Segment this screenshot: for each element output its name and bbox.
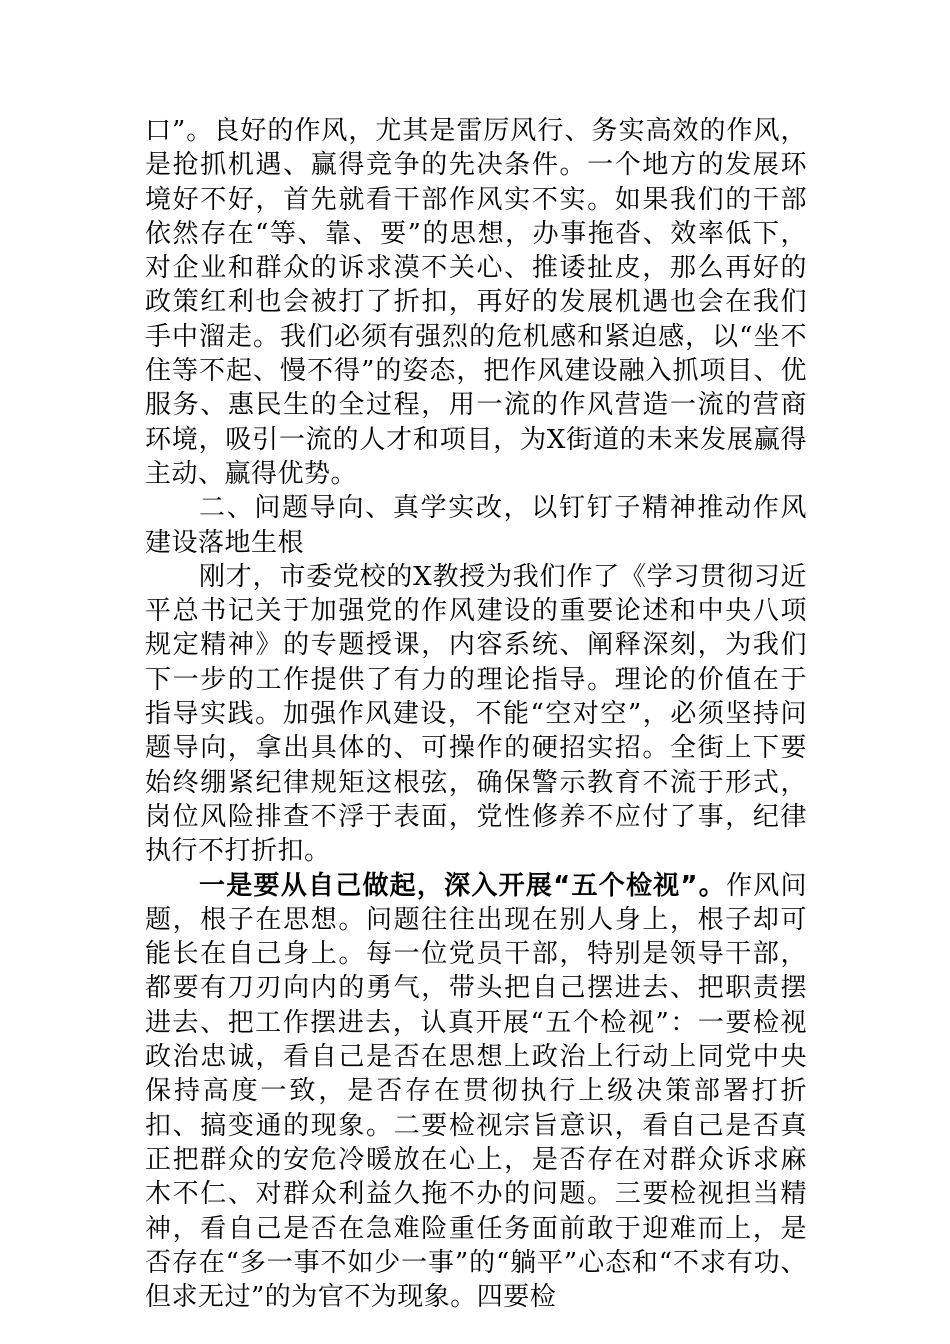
point-one-body: 作风问题，根子在思想。问题往往出现在别人身上，根子却可能长在自己身上。每一位党员干部，特别是领导干部，都要有刀刃向内的勇气，带头把自己摆进去、把职责摆进去、把工作摆进去，认真开展“五个检视”：一要检视政治忠诚，看自己是否在思想上政治上行动上同党中央保持高度一致，是否存在贯彻执行上级决策部署打折扣、搞变通的现象。二要检视宗旨意识，看自己是否真正把群众的安危冷暖放在心上，是否存在对群众诉求麻木不仁、对群众利益久拖不办的问题。三要检视担当精神，看自己是否在急难险重任务面前敢于迎难而上，是否存在“多一事不如少一事”的“躺平”心态和“不求有功、但求无过”的为官不为现象。四要检 xyxy=(145,870,807,1313)
paragraph-point-one xyxy=(145,869,807,1315)
point-one-lead: 一是要从自己做起，深入开展“五个检视”。 xyxy=(199,870,726,901)
document-body xyxy=(145,114,807,1314)
paragraph-intro: 口”。良好的作风，尤其是雷厉风行、务实高效的作风，是抢抓机遇、赢得竞争的先决条件。一个地方的发展环境好不好，首先就看干部作风实不实。如果我们的干部依然存在“等、靠、要”的思想，办事拖沓、效率低下，对企业和群众的诉求漠不关心、推诿扯皮，那么再好的政策红利也会被打了折扣，再好的发展机遇也会在我们手中溜走。我们必须有强烈的危机感和紧迫感，以“坐不住等不起、慢不得”的姿态，把作风建设融入抓项目、优服务、惠民生的全过程，用一流的作风营造一流的营商环境，吸引一流的人才和项目，为X街道的未来发展赢得主动、赢得优势。 xyxy=(145,116,807,489)
section-heading: 二、问题导向、真学实改，以钉钉子精神推动作风建设落地生根 xyxy=(145,493,807,558)
paragraph-lecture: 刚才，市委党校的X教授为我们作了《学习贯彻习近平总书记关于加强党的作风建设的重要论述和中央八项规定精神》的专题授课，内容系统、阐释深刻，为我们下一步的工作提供了有力的理论指导。理论的价值在于指导实践。加强作风建设，不能“空对空”，必须坚持问题导向，拿出具体的、可操作的硬招实招。全街上下要始终绷紧纪律规矩这根弦，确保警示教育不流于形式，岗位风险排查不浮于表面，党性修养不应付了事，纪律执行不打折扣。 xyxy=(145,561,807,867)
